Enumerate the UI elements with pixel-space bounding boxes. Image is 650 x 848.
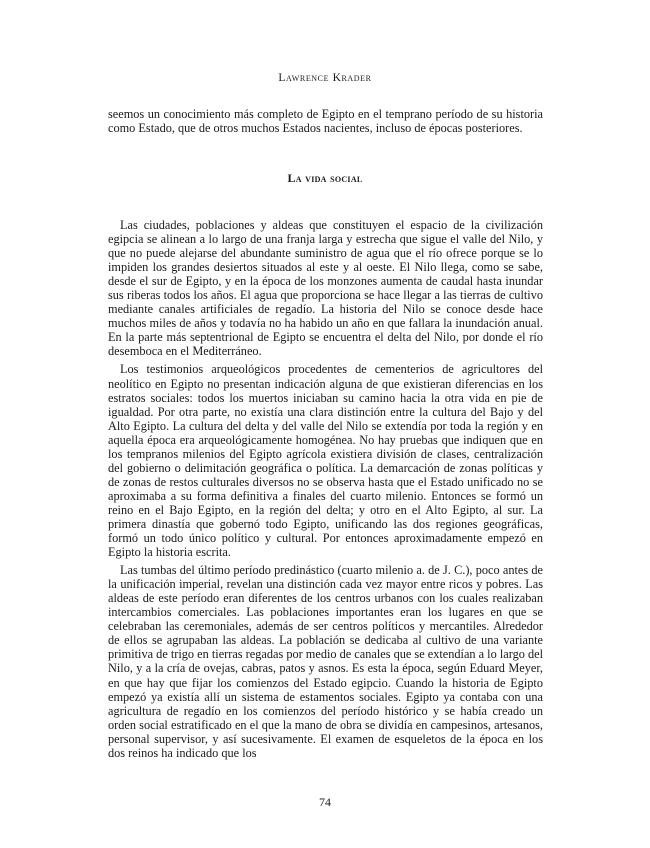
running-head: Lawrence Krader <box>278 72 372 84</box>
paragraph: Las ciudades, poblaciones y aldeas que constituyen el espacio de la civilización egipcia se alinean a lo largo de una franja larga y estrecha que sigue el valle del Nilo, y que no puede alejarse del abundante suministro de agua que el río ofrece porque se lo impiden los grandes desiertos situados al este y al oeste. El Nilo llega, como se sabe, desde el sur de Egipto, y en la época de los monzones aumenta de caudal hasta inundar sus riberas todos los años. El agua que proporciona se hace llegar a las tierras de cultivo mediante canales artificiales de regadío. La historia del Nilo se conoce desde hace muchos miles de años y todavía no ha habido un año en que fallara la inundación anual. En la parte más septentrional de Egipto se encuentra el delta del Nilo, por donde el río desemboca en el Mediterráneo. <box>108 218 543 359</box>
paragraph: Las tumbas del último período predinástico (cuarto milenio a. de J. C.), poco antes de la unificación imperial, revelan una distinción cada vez mayor entre ricos y pobres. Las aldeas de este período eran diferentes de los centros urbanos con los cuales realizaban intercambios comerciales. Las poblaciones importantes eran los lugares en que se celebraban las ceremoniales, además de ser centros políticos y mercantiles. Alrededor de ellos se agrupaban las aldeas. La población se dedicaba al cultivo de una variante primitiva de trigo en tierras regadas por medio de canales que se extendían a lo largo del Nilo, y a la cría de ovejas, cabras, patos y asnos. Es esta la época, según Eduard Meyer, en que hay que fijar los comienzos del Estado egipcio. Cuando la historia de Egipto empezó ya existía allí un sistema de estamentos sociales. Egipto ya contaba con una agricultura de regadío en los comienzos del período histórico y se había creado un orden social estratificado en el que la mano de obra se dividía en campesinos, artesanos, personal supervisor, y así sucesivamente. El examen de esqueletos de la época en los dos reinos ha indicado que los <box>108 563 543 760</box>
page-number: 74 <box>319 795 331 809</box>
intro-paragraph: seemos un conocimiento más completo de Egipto en el temprano período de su historia como Estado, que de otros muchos Estados nacientes, incluso de épocas posteriores. <box>108 107 543 136</box>
section-title: La vida social <box>287 171 363 185</box>
intro-text <box>108 107 543 135</box>
paragraph: Los testimonios arqueológicos procedentes de cementerios de agricultores del neolítico en Egipto no presentan indicación alguna de que existieran diferencias en los estratos sociales: todos los muertos iniciaban su camino hacia la otra vida en pie de igualdad. Por otra parte, no existía una clara distinción entre la cultura del Bajo y del Alto Egipto. La cultura del delta y del valle del Nilo se extendía por toda la región y en aquella época era arqueológicamente homogénea. No hay pruebas que indiquen que en los tempranos milenios del Egipto agrícola existiera división de clases, centralización del gobierno o delimitación geográfica o política. La demarcación de zonas políticas y de zonas de restos culturales diversos no se observa hasta que el Estado unificado no se aproximaba a su forma definitiva a finales del cuarto milenio. Entonces se formó un reino en el Bajo Egipto, en la región del delta; y otro en el Alto Egipto, al sur. La primera dinastía que gobernó todo Egipto, unificando las dos regiones geográficas, formó un todo único político y cultural. Por entonces aproximadamente empezó en Egipto la historia escrita. <box>108 362 543 560</box>
section-body <box>108 218 543 764</box>
